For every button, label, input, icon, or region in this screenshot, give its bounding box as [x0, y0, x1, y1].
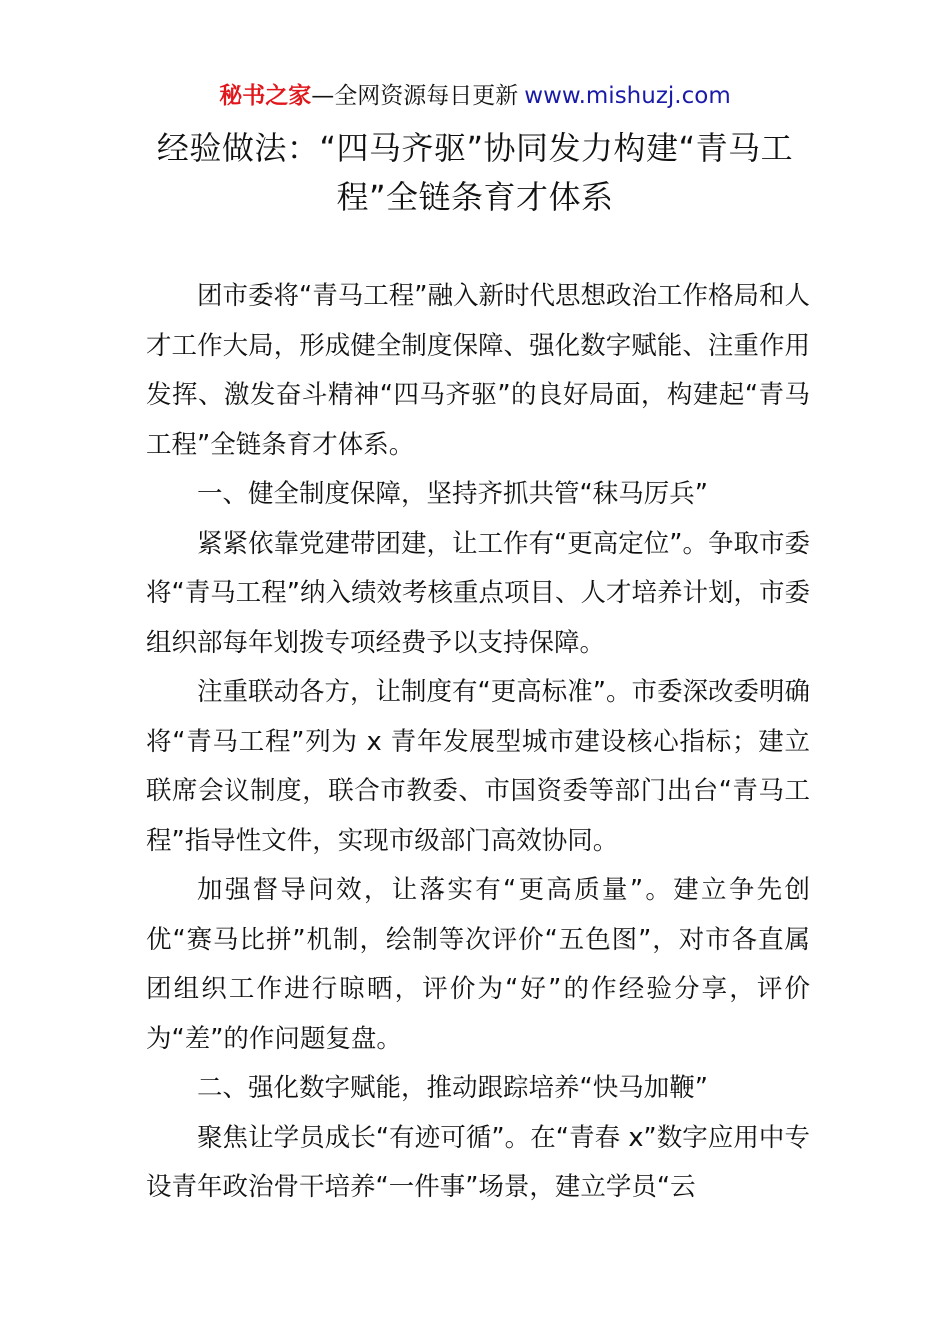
section-heading-1: 一、健全制度保障，坚持齐抓共管“秣马厉兵” [197, 479, 708, 509]
document-title: 经验做法：“四马齐驱”协同发力构建“青马工程”全链条育才体系 [156, 129, 794, 216]
site-tagline: —全网资源每日更新 [311, 83, 519, 109]
brand-name: 秘书之家 [219, 83, 312, 109]
section-heading-2: 二、强化数字赋能，推动跟踪培养“快马加鞭” [197, 1073, 708, 1103]
site-url-link[interactable]: www.mishuzj.com [524, 83, 731, 109]
document-body [146, 272, 810, 1213]
body-paragraph: 聚焦让学员成长“有迹可循”。在“青春 x”数字应用中专设青年政治骨干培养“一件事”场景，建立学员“云 [146, 1122, 810, 1202]
intro-paragraph: 团市委将“青马工程”融入新时代思想政治工作格局和人才工作大局，形成健全制度保障、强化数字赋能、注重作用发挥、激发奋斗精神“四马齐驱”的良好局面，构建起“青马工程”全链条育才体系。 [146, 281, 810, 460]
body-paragraph: 紧紧依靠党建带团建，让工作有“更高定位”。争取市委将“青马工程”纳入绩效考核重点项目、人才培养计划，市委组织部每年划拨专项经费予以支持保障。 [146, 528, 810, 658]
body-paragraph: 加强督导问效，让落实有“更高质量”。建立争先创优“赛马比拼”机制，绘制等次评价“五色图”，对市各直属团组织工作进行晾晒，评价为“好”的作经验分享，评价为“差”的作问题复盘。 [146, 875, 810, 1054]
site-header [0, 80, 950, 112]
body-paragraph: 注重联动各方，让制度有“更高标准”。市委深改委明确将“青马工程”列为 x 青年发展型城市建设核心指标；建立联席会议制度，联合市教委、市国资委等部门出台“青马工程”指导性文件，实现市级部门高效协同。 [146, 677, 810, 856]
